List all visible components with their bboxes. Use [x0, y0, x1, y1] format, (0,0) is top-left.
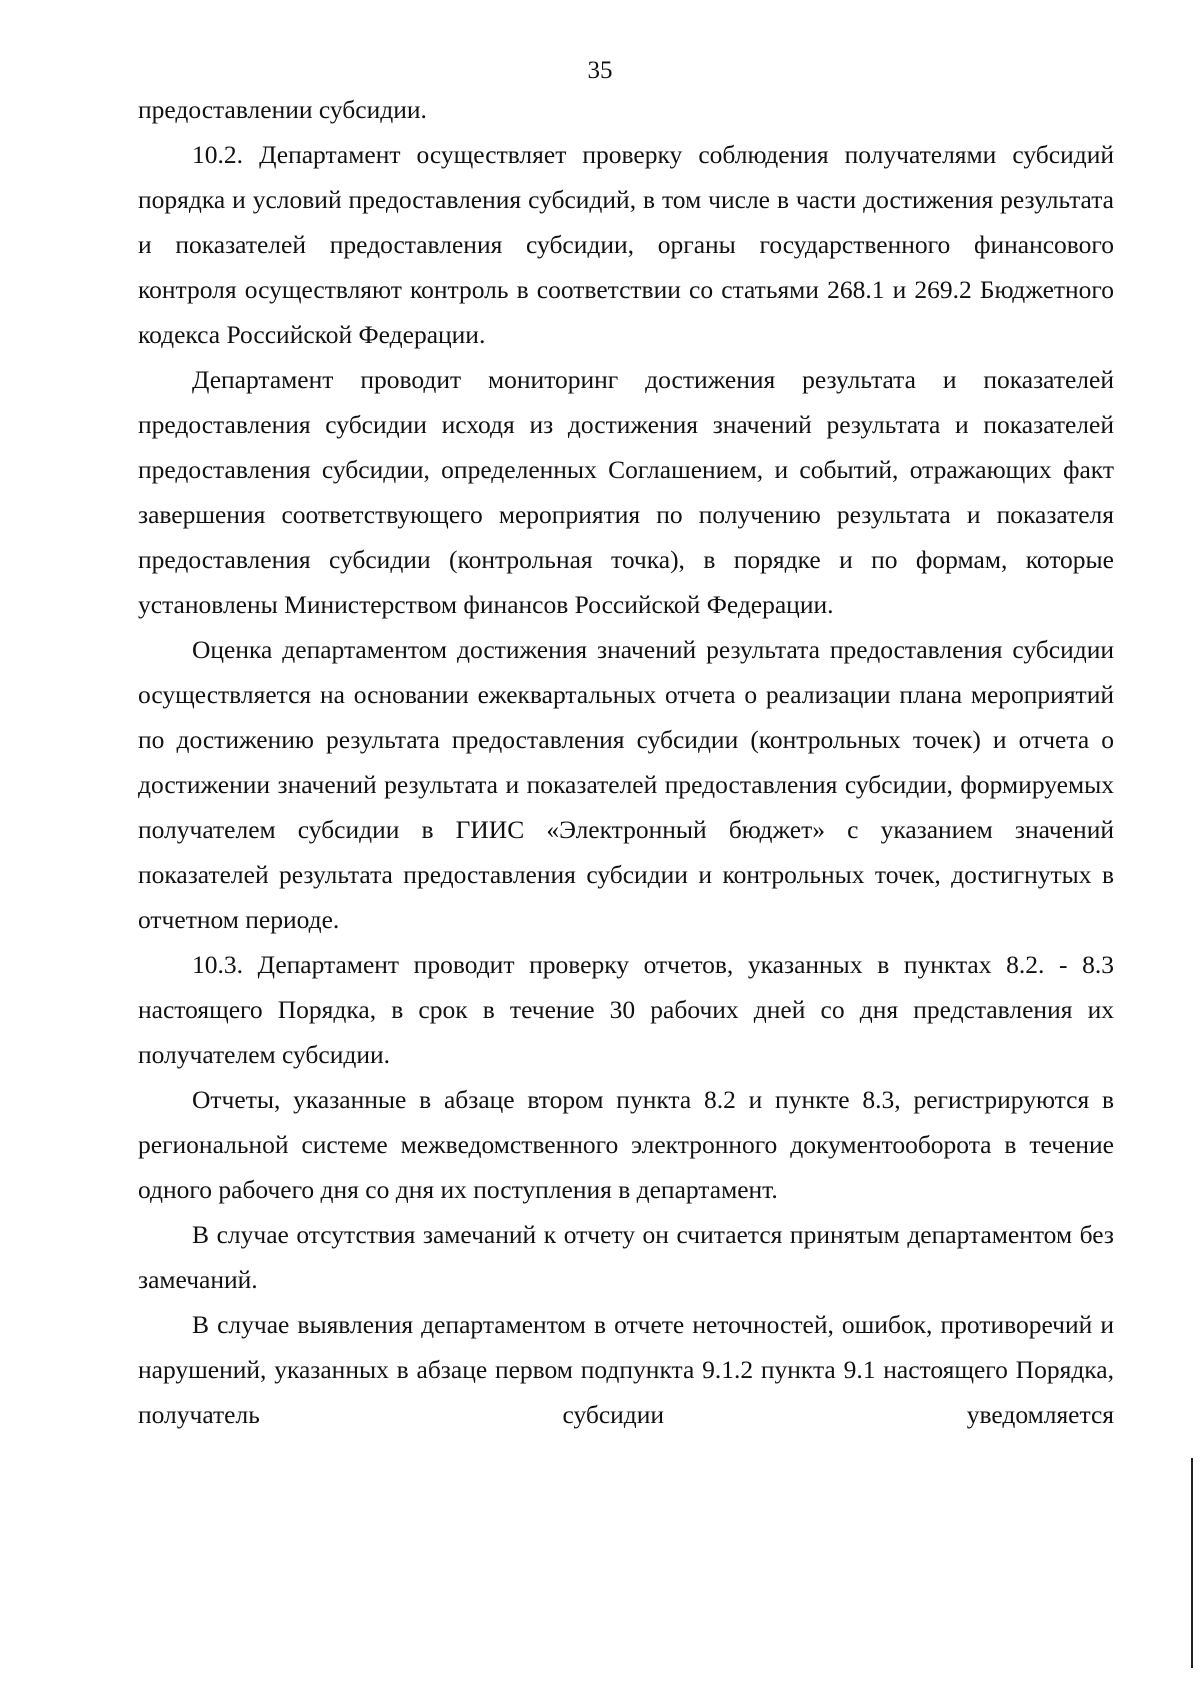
paragraph-10-3: 10.3. Департамент проводит проверку отчетов, указанных в пунктах 8.2. - 8.3 настоящего Порядка, в срок в течение 30 рабочих дней со дня представления их получателем субсидии.: [138, 950, 1114, 1069]
paragraph-errors-detected: В случае выявления департаментом в отчете неточностей, ошибок, противоречий и нарушений, указанных в абзаце первом подпункта 9.1.2 пункта 9.1 настоящего Порядка, получатель субсидии уведомляется: [138, 1310, 1114, 1429]
document-body: [138, 87, 1114, 1437]
paragraph-reports-registration: Отчеты, указанные в абзаце втором пункта 8.2 и пункте 8.3, регистрируются в региональной системе межведомственного электронного документооборота в течение одного рабочего дня со дня их поступления в департамент.: [138, 1085, 1114, 1204]
paragraph-monitoring: Департамент проводит мониторинг достижения результата и показателей предоставления субсидии исходя из достижения значений результата и показателей предоставления субсидии, определенных Соглашением, и событий, отражающих факт завершения соответствующего мероприятия по получению результата и показателя предоставления субсидии (контрольная точка), в порядке и по формам, которые установлены Министерством финансов Российской Федерации.: [138, 365, 1114, 619]
paragraph-no-remarks: В случае отсутствия замечаний к отчету он считается принятым департаментом без замечаний.: [138, 1220, 1114, 1294]
paragraph-evaluation: Оценка департаментом достижения значений результата предоставления субсидии осуществляется на основании ежеквартальных отчета о реализации плана мероприятий по достижению результата предоставления субсидии (контрольных точек) и отчета о достижении значений результата и показателей предоставления субсидии, формируемых получателем субсидии в ГИИС «Электронный бюджет» с указанием значений показателей результата предоставления субсидии и контрольных точек, достигнутых в отчетном периоде.: [138, 635, 1114, 934]
scan-edge-mark: [1191, 1458, 1193, 1668]
page-number: 35: [587, 57, 613, 84]
paragraph-continuation: предоставлении субсидии.: [138, 95, 427, 124]
paragraph-10-2: 10.2. Департамент осуществляет проверку соблюдения получателями субсидий порядка и условий предоставления субсидий, в том числе в части достижения результата и показателей предоставления субсидии, органы государственного финансового контроля осуществляют контроль в соответствии со статьями 268.1 и 269.2 Бюджетного кодекса Российской Федерации.: [138, 140, 1114, 349]
